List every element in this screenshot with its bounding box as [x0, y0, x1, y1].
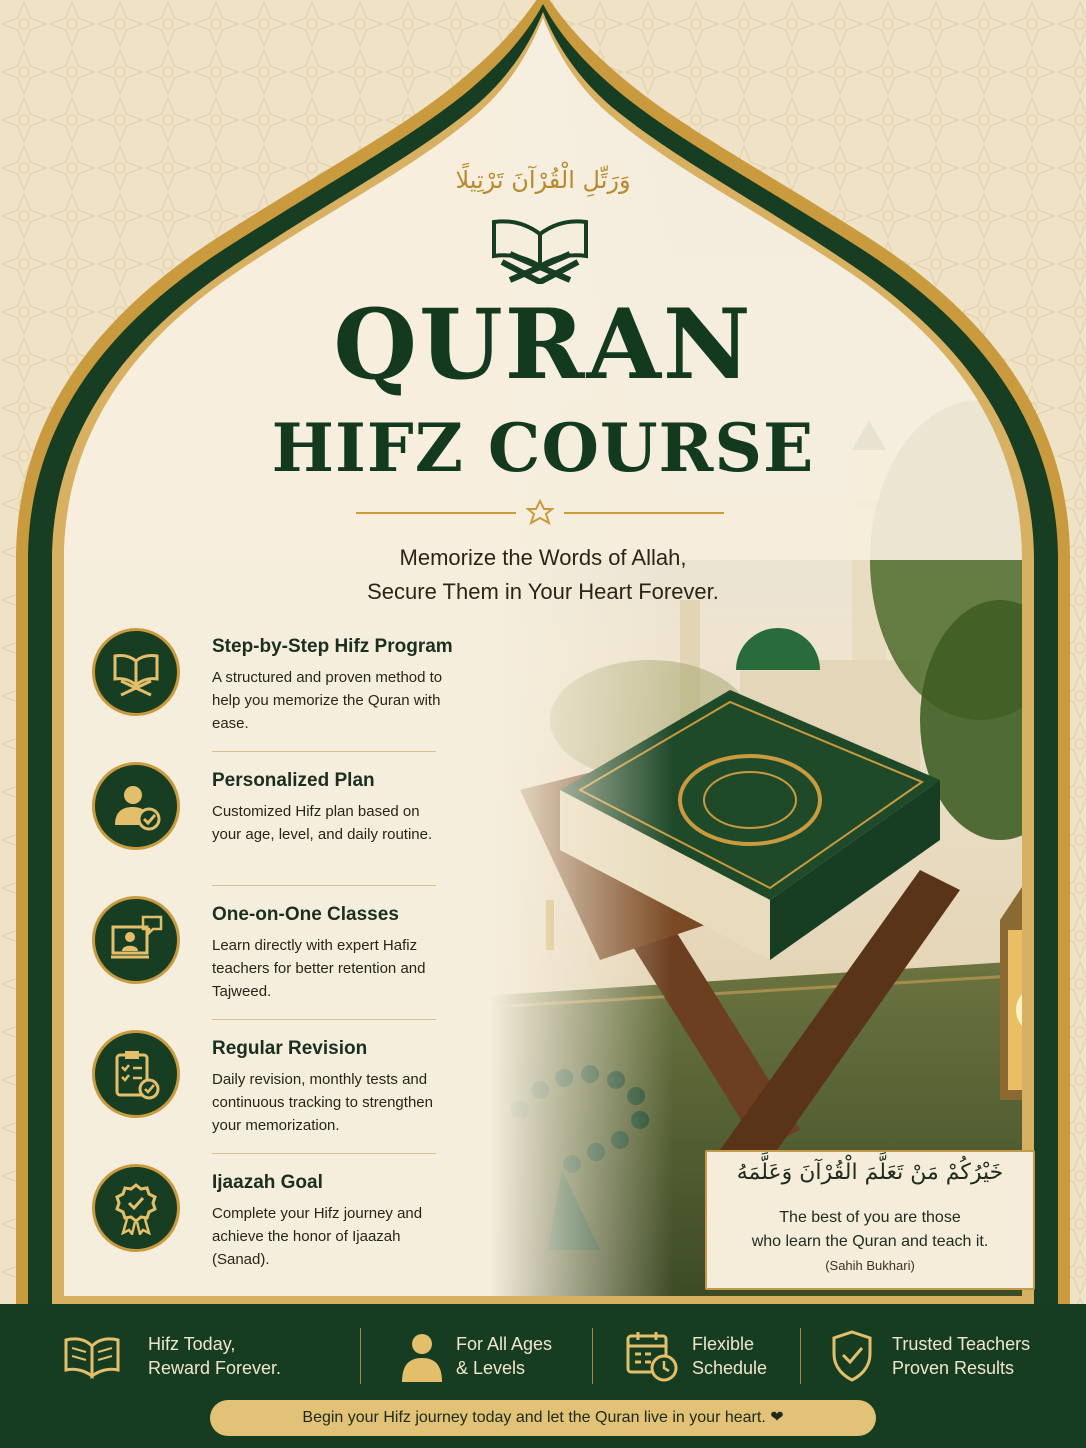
quran-stand-icon [480, 204, 600, 284]
footer-divider [800, 1328, 801, 1384]
feature-title: One-on-One Classes [212, 904, 399, 925]
footer-item-line-2: & Levels [456, 1358, 526, 1378]
footer-divider [592, 1328, 593, 1384]
footer-item-line-2: Reward Forever. [148, 1358, 282, 1378]
online-class-icon [109, 913, 163, 967]
feature-icon-circle [92, 1030, 180, 1118]
feature-description: A structured and proven method to help you memorize the Quran with ease. [212, 669, 443, 732]
footer-item [624, 1328, 794, 1392]
title-line-1: QURAN [333, 288, 753, 401]
feature-title: Personalized Plan [212, 770, 375, 791]
tagline [0, 541, 1086, 609]
footer-item-line-2: Proven Results [892, 1358, 1015, 1378]
footer-item-line-1: Hifz Today, [148, 1334, 236, 1354]
tagline-line-2: Secure Them in Your Heart Forever. [367, 579, 719, 604]
hadith-english-line-1: The best of you are those [779, 1209, 961, 1226]
footer-item-line-1: Trusted Teachers [892, 1334, 1031, 1354]
award-badge-icon [109, 1181, 163, 1235]
shield-check-icon [830, 1328, 886, 1384]
clipboard-check-icon [109, 1047, 163, 1101]
footer-item-text [892, 1332, 1030, 1380]
hadith-source: (Sahih Bukhari) [825, 1258, 915, 1273]
footer-item [394, 1328, 584, 1392]
feature-description: Customized Hifz plan based on your age, level, and daily routine. [212, 803, 433, 843]
arabic-verse: وَرَتِّلِ الْقُرْآنَ تَرْتِيلًا [455, 166, 631, 194]
feature-description: Learn directly with expert Hafiz teachers for better retention and Tajweed. [212, 937, 426, 1000]
footer-item-text [148, 1332, 281, 1380]
person-icon [394, 1328, 450, 1384]
feature-description: Daily revision, monthly tests and continuous tracking to strengthen your memorization. [212, 1071, 433, 1134]
feature-icon-circle [92, 762, 180, 850]
call-to-action-banner[interactable]: Begin your Hifz journey today and let the Quran live in your heart. ❤ [210, 1400, 876, 1436]
footer-item-text [692, 1332, 767, 1380]
feature-divider [212, 751, 436, 752]
open-book-icon [52, 1328, 132, 1384]
feature-divider [212, 885, 436, 886]
footer-bar [0, 1304, 1086, 1448]
footer-item-line-2: Schedule [692, 1358, 768, 1378]
feature-icon-circle [92, 628, 180, 716]
person-check-icon [109, 779, 163, 833]
hadith-english [707, 1206, 1033, 1254]
feature-title: Ijaazah Goal [212, 1172, 323, 1193]
feature-title: Regular Revision [212, 1038, 368, 1059]
footer-item-text [456, 1332, 552, 1380]
feature-list [92, 628, 453, 1298]
feature-icon-circle [92, 896, 180, 984]
feature-item [92, 628, 453, 762]
feature-item [92, 1164, 442, 1298]
title-line-2: HIFZ COURSE [271, 409, 815, 487]
footer-item-line-1: Flexible [692, 1334, 755, 1354]
tagline-line-1: Memorize the Words of Allah, [399, 545, 687, 570]
calendar-clock-icon [624, 1328, 680, 1384]
footer-divider [360, 1328, 361, 1384]
hadith-quote-box [705, 1150, 1035, 1290]
footer-item [830, 1328, 1060, 1392]
feature-divider [212, 1019, 436, 1020]
star-divider [356, 498, 724, 528]
feature-item [92, 1030, 442, 1164]
feature-item [92, 896, 442, 1030]
feature-icon-circle [92, 1164, 180, 1252]
feature-divider [212, 1153, 436, 1154]
feature-item [92, 762, 442, 896]
footer-item [52, 1328, 342, 1392]
hadith-arabic: خَيْرُكُمْ مَنْ تَعَلَّمَ الْقُرْآنَ وَعَلَّمَهُ [736, 1160, 1004, 1185]
footer-item-line-1: For All Ages [456, 1334, 553, 1354]
feature-description: Complete your Hifz journey and achieve the honor of Ijaazah (Sanad). [212, 1205, 423, 1268]
hadith-english-line-2: who learn the Quran and teach it. [751, 1233, 989, 1250]
feature-title: Step-by-Step Hifz Program [212, 636, 453, 657]
open-quran-icon [109, 645, 163, 699]
